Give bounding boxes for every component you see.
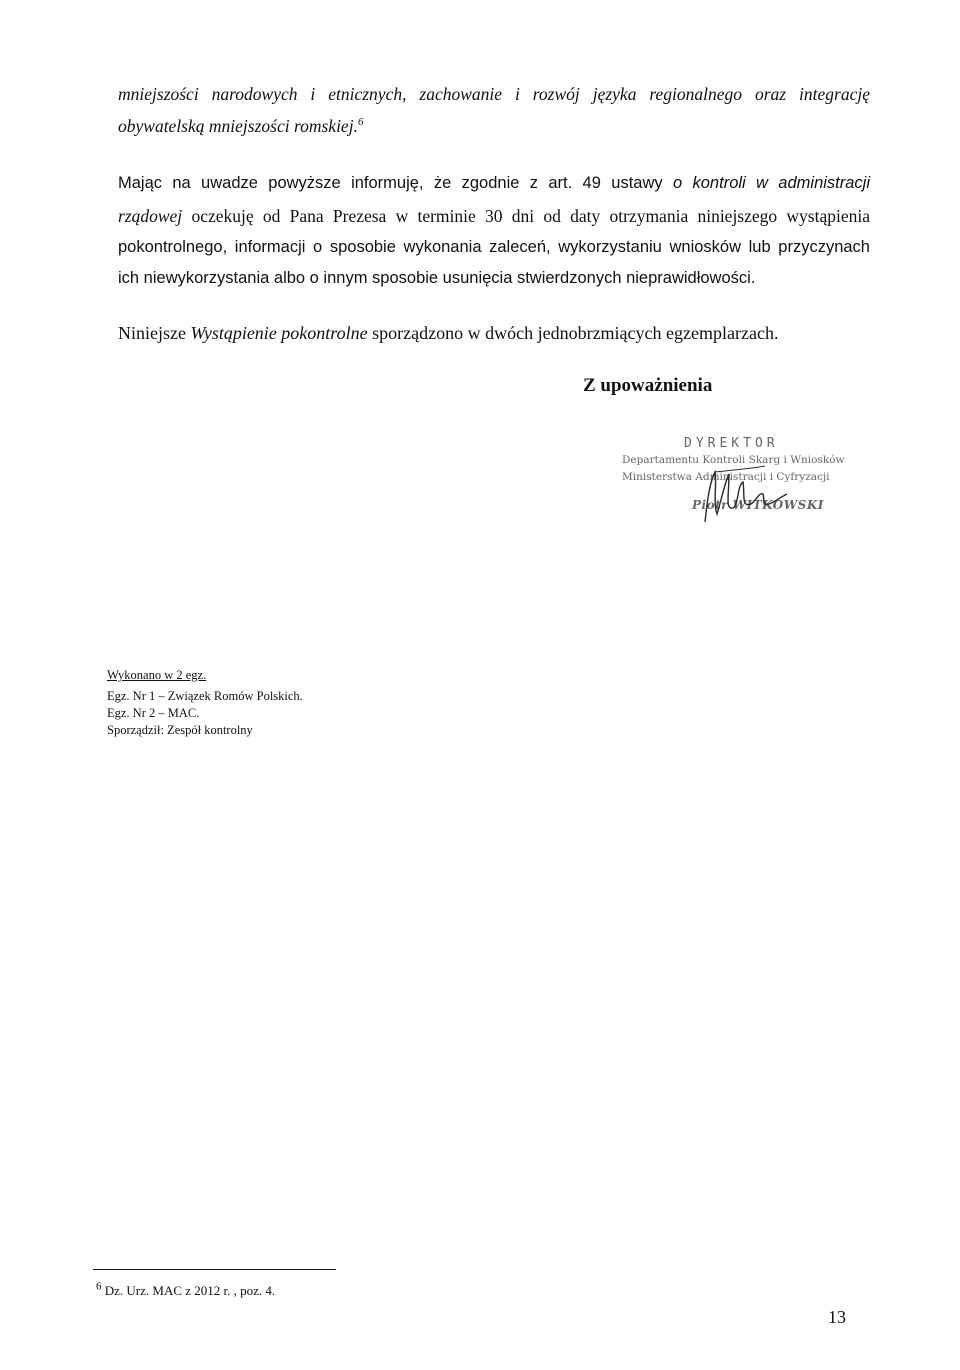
footnote-reference: 6 <box>357 116 364 129</box>
stamp-ministry: Ministerstwa Administracji i Cyfryzacji <box>622 471 830 483</box>
document-title: Wystąpienie pokontrolne <box>190 323 368 343</box>
paragraph-line <box>118 200 870 232</box>
paragraph-text: Mając na uwadze powyższe informuję, że zgodnie z art. 49 ustawy <box>118 174 663 192</box>
paragraph-text: sporządzono w dwóch jednobrzmiących egzemplarzach. <box>372 323 779 343</box>
handwritten-signature <box>695 464 795 524</box>
distribution-heading: Wykonano w 2 egz. <box>107 668 207 682</box>
signature-stamp <box>600 436 870 526</box>
stamp-department: Departamentu Kontroli Skarg i Wniosków <box>622 454 845 466</box>
law-title: rządowej <box>118 206 183 226</box>
paragraph-line <box>118 110 870 142</box>
footnote-divider <box>93 1269 336 1270</box>
stamp-title: DYREKTOR <box>684 436 779 451</box>
paragraph-line <box>118 317 870 349</box>
paragraph-line: pokontrolnego, informacji o sposobie wykonania zaleceń, wykorzystaniu wniosków lub przyczynach <box>118 238 870 256</box>
paragraph-text: oczekuję od Pana Prezesa w terminie 30 dni od daty otrzymania niniejszego wystąpienia <box>191 206 870 226</box>
paragraph-line <box>118 167 870 199</box>
paragraph-text: Niniejsze <box>118 323 186 343</box>
page-number: 13 <box>828 1307 846 1327</box>
footnote <box>96 1280 276 1299</box>
footnote-text: Dz. Urz. MAC z 2012 r. , poz. 4. <box>104 1283 276 1298</box>
prepared-by: Sporządził: Zespół kontrolny <box>107 723 253 737</box>
distribution-list <box>107 667 303 739</box>
law-title: o kontroli w administracji <box>672 174 870 192</box>
stamp-name: Piotr WITKOWSKI <box>692 498 824 512</box>
distribution-item: Egz. Nr 2 – MAC. <box>107 706 200 720</box>
paragraph-line: mniejszości narodowych i etnicznych, zachowanie i rozwój języka regionalnego oraz integrację <box>118 84 870 104</box>
signature-heading: Z upoważnienia <box>583 375 713 396</box>
footnote-number: 6 <box>96 1280 102 1293</box>
distribution-item: Egz. Nr 1 – Związek Romów Polskich. <box>107 689 303 703</box>
paragraph-line: ich niewykorzystania albo o innym sposobie usunięcia stwierdzonych nieprawidłowości. <box>118 269 756 287</box>
paragraph-text: obywatelską mniejszości romskiej. <box>118 116 358 136</box>
